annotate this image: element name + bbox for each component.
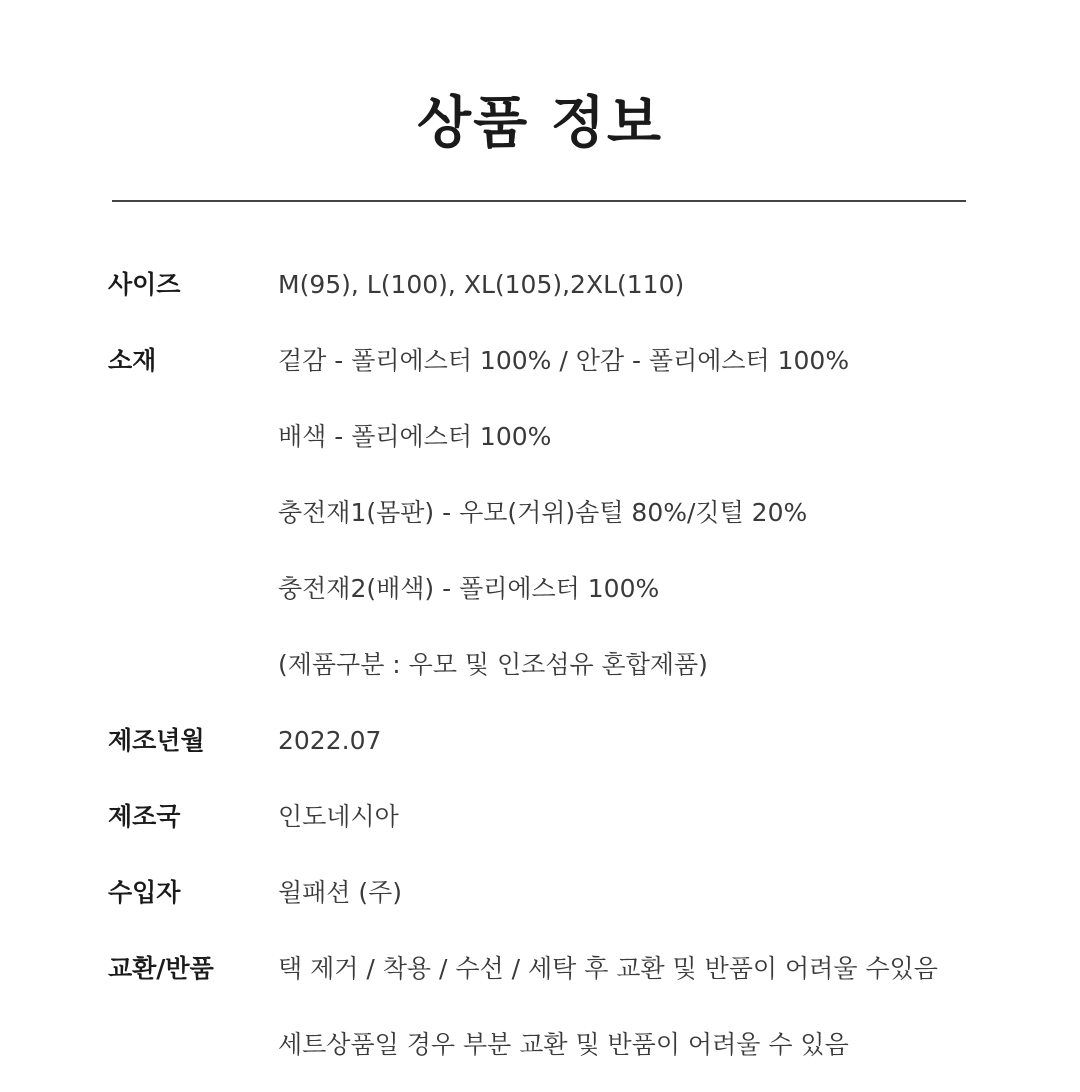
- manufacture-date-values: [278, 712, 1008, 788]
- product-info-table: [108, 256, 1008, 1092]
- manufacture-date-label: 제조년월: [108, 726, 205, 755]
- country-values: [278, 788, 1008, 864]
- material-fill-body: 충전재1(몸판) - 우모(거위)솜털 80%/깃털 20%: [278, 498, 808, 527]
- material-contrast: 배색 - 폴리에스터 100%: [278, 422, 552, 451]
- material-label: 소재: [108, 346, 157, 375]
- material-shell-lining: 겉감 - 폴리에스터 100% / 안감 - 폴리에스터 100%: [278, 346, 850, 375]
- info-row-importer: [108, 864, 1008, 940]
- title-divider: [112, 200, 966, 202]
- exchange-return-note-2: 세트상품일 경우 부분 교환 및 반품이 어려울 수 있음: [278, 1030, 849, 1059]
- size-value: M(95), L(100), XL(105),2XL(110): [278, 270, 685, 299]
- exchange-return-values: [278, 940, 1008, 1092]
- info-row-country: [108, 788, 1008, 864]
- importer-values: [278, 864, 1008, 940]
- info-row-manufacture-date: [108, 712, 1008, 788]
- material-classification: (제품구분 : 우모 및 인조섬유 혼합제품): [278, 650, 708, 679]
- material-values: [278, 332, 1008, 712]
- country-label: 제조국: [108, 802, 181, 831]
- size-values: [278, 256, 1008, 332]
- page-title: 상품 정보: [417, 91, 663, 156]
- exchange-return-label: 교환/반품: [108, 954, 214, 983]
- size-label: 사이즈: [108, 270, 181, 299]
- info-row-size: [108, 256, 1008, 332]
- importer-value: 윌패션 (주): [278, 878, 403, 907]
- info-row-exchange-return: [108, 940, 1008, 1092]
- country-value: 인도네시아: [278, 802, 399, 831]
- manufacture-date-value: 2022.07: [278, 726, 382, 755]
- importer-label: 수입자: [108, 878, 181, 907]
- material-fill-contrast: 충전재2(배색) - 폴리에스터 100%: [278, 574, 660, 603]
- exchange-return-note-1: 택 제거 / 착용 / 수선 / 세탁 후 교환 및 반품이 어려울 수있음: [278, 954, 938, 983]
- info-row-material: [108, 332, 1008, 712]
